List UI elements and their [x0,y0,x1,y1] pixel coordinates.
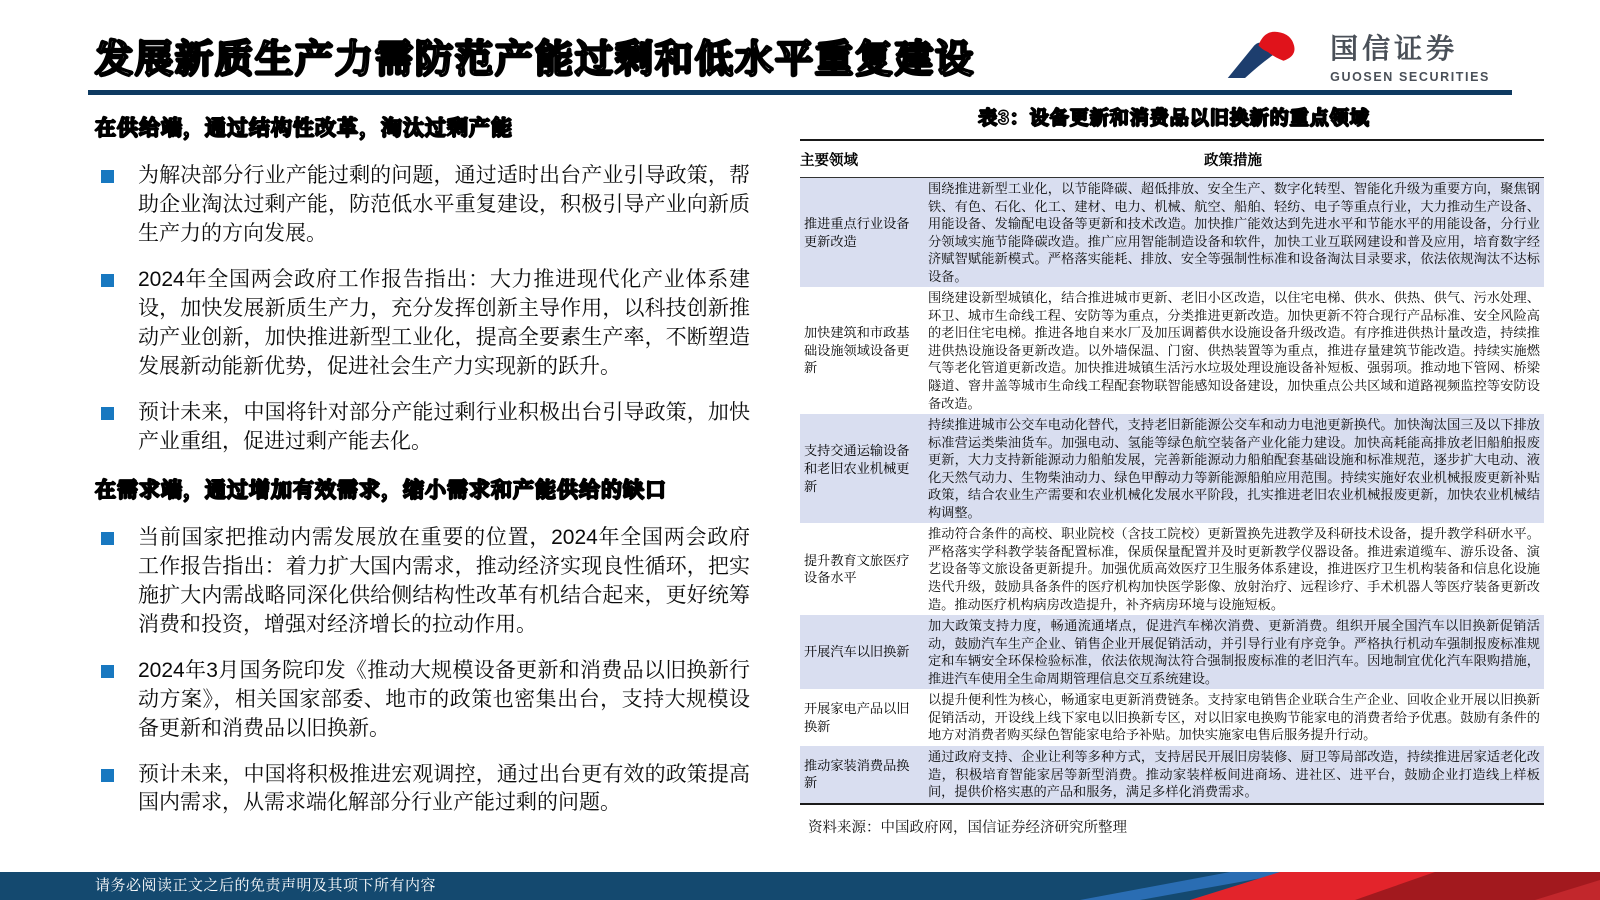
logo-name-cn: 国信证券 [1330,32,1459,64]
section-heading: 在需求端，通过增加有效需求，缩小需求和产能供给的缺口 [95,478,667,502]
footer-bar [0,872,1600,900]
bullet-text: 当前国家把推动内需发展放在重要的位置，2024年全国两会政府工作报告指出：着力扩大国内需求，推动经济实现良性循环，把实施扩大内需战略同深化供给侧结构性改革有机结合起来，更好统筹消费和投资，增强对经济增长的拉动作用。 [138,525,750,636]
table-row [800,287,1544,414]
right-column [800,103,1548,837]
section-heading: 在供给端，通过结构性改革，淘汰过剩产能 [95,117,513,140]
bullet-square-icon [101,769,114,782]
page-title: 发展新质生产力需防范产能过剩和低水平重复建设 [95,39,976,81]
guosen-logo-text [1330,27,1490,84]
table-source-note: 资料来源：中国政府网，国信证券经济研究所整理 [808,819,1127,836]
title-divider [88,90,1512,95]
guosen-logo [1222,26,1490,84]
table-row [800,414,1544,523]
table-title: 表3：设备更新和消费品以旧换新的重点领域 [978,108,1370,129]
policy-cell: 围绕建设新型城镇化，结合推进城市更新、老旧小区改造，以住宅电梯、供水、供热、供气、污水处理、环卫、城市生命线工程、安防等为重点，分类推进更新改造。加快更新不符合现行产品标准、安全风险高的老旧住宅电梯。推进各地自来水厂及加压调蓄供水设施设备升级改造。有序推进供热计量改造，持续推进供热设施设备更新改造。以外墙保温、门窗、供热装置等为重点，推进存量建筑节能改造。持续实施燃气等老化管道更新改造。加快推进城镇生活污水垃圾处理设施设备补短板、强弱项。推动地下管网、桥梁隧道、窨井盖等城市生命线工程配套物联智能感知设备建设，加快重点公共区域和道路视频监控等安防设备改造。 [928,290,1540,411]
bullet-square-icon [101,274,114,287]
guosen-logo-mark-icon [1222,26,1318,84]
logo-name-en: GUOSEN SECURITIES [1330,69,1490,84]
header-main-area: 主要领域 [800,140,922,178]
left-column [95,112,750,835]
table-row [800,178,1544,288]
bullet-text: 2024年全国两会政府工作报告指出：大力推进现代化产业体系建设，加快发展新质生产力，充分发挥创新主导作用，以科技创新推动产业创新，加快推进新型工业化，提高全要素生产率，不断塑造发展新动能新优势，促进社会生产力实现新的跃升。 [138,267,750,378]
area-cell: 支持交通运输设备和老旧农业机械更新 [804,443,910,494]
footer-ribbon-decoration [1080,872,1600,900]
bullet-square-icon [101,532,114,545]
policy-cell: 加大政策支持力度，畅通流通堵点，促进汽车梯次消费、更新消费。组织开展全国汽车以旧换新促销活动，鼓励汽车生产企业、销售企业开展促销活动，并引导行业有序竞争。严格执行机动车强制报废标准规定和车辆安全环保检验标准，依法依规淘汰符合强制报废标准的老旧汽车。因地制宜优化汽车限购措施，推进汽车使用全生命周期管理信息交互系统建设。 [928,618,1540,686]
bullet-square-icon [101,170,114,183]
policy-cell: 围绕推进新型工业化，以节能降碳、超低排放、安全生产、数字化转型、智能化升级为重要方向，聚焦钢铁、有色、石化、化工、建材、电力、机械、航空、船舶、轻纺、电子等重点行业，大力推动生产设备、用能设备、发输配电设备等更新和技术改造。加快推广能效达到先进水平和节能水平的用能设备，分行业分领域实施节能降碳改造。推广应用智能制造设备和软件，加快工业互联网建设和普及应用，培育数字经济赋智赋能新模式。严格落实能耗、排放、安全等强制性标准和设备淘汰目录要求，依法依规淘汰不达标设备。 [928,181,1540,284]
bullet-text: 预计未来，中国将积极推进宏观调控，通过出台更有效的政策提高国内需求，从需求端化解部分行业产能过剩的问题。 [138,762,750,815]
bullet-text: 预计未来，中国将针对部分产能过剩行业积极出台引导政策，加快产业重组，促进过剩产能去化。 [138,400,750,453]
table-row [800,615,1544,689]
bullet-item [95,761,750,819]
policy-cell: 以提升便利性为核心，畅通家电更新消费链条。支持家电销售企业联合生产企业、回收企业开展以旧换新促销活动，开设线上线下家电以旧换新专区，对以旧家电换购节能家电的消费者给予优惠。鼓励有条件的地方对消费者购买绿色智能家电给予补贴。加快实施家电售后服务提升行动。 [928,692,1540,743]
policy-cell: 通过政府支持、企业让利等多种方式，支持居民开展旧房装修、厨卫等局部改造，持续推进居家适老化改造，积极培育智能家居等新型消费。推动家装样板间进商场、进社区、进平台，鼓励企业打造线上样板间，提供价格实惠的产品和服务，满足多样化消费需求。 [928,748,1540,800]
table-row [800,746,1544,804]
table-row [800,689,1544,746]
bullet-item [95,162,750,249]
table-row [800,523,1544,615]
bullet-text: 为解决部分行业产能过剩的问题，通过适时出台产业引导政策，帮助企业淘汰过剩产能，防范低水平重复建设，积极引导产业向新质生产力的方向发展。 [138,164,750,245]
bullet-square-icon [101,665,114,678]
table-header-row [800,140,1544,178]
area-cell: 开展汽车以旧换新 [804,644,910,660]
footer-disclaimer: 请务必阅读正文之后的免责声明及其项下所有内容 [95,877,437,894]
policy-table [800,139,1544,805]
policy-cell: 推动符合条件的高校、职业院校（含技工院校）更新置换先进教学及科研技术设备，提升教学科研水平。严格落实学科教学装备配置标准，保质保量配置并及时更新教学仪器设备。推进索道缆车、游乐设备、演艺设备等文旅设备更新提升。加强优质高效医疗卫生服务体系建设，推进医疗卫生机构装备和信息化设施迭代升级，鼓励具备条件的医疗机构加快医学影像、放射治疗、远程诊疗、手术机器人等医疗装备更新改造。推动医疗机构病房改造提升，补齐病房环境与设施短板。 [928,526,1540,612]
area-cell: 提升教育文旅医疗设备水平 [804,552,910,586]
area-cell: 推动家装消费品换新 [804,757,910,791]
bullet-item [95,399,750,457]
area-cell: 开展家电产品以旧换新 [804,701,910,734]
policy-cell: 持续推进城市公交车电动化替代，支持老旧新能源公交车和动力电池更新换代。加快淘汰国三及以下排放标准营运类柴油货车。加强电动、氢能等绿色航空装备产业化能力建设。加快高耗能高排放老旧船舶报废更新，大力支持新能源动力船舶发展，完善新能源动力船舶配套基础设施和标准规范，逐步扩大电动、液化天然气动力、生物柴油动力、绿色甲醇动力等新能源船舶应用范围。持续实施好农业机械报废更新补贴政策，结合农业生产需要和农业机械化发展水平阶段，扎实推进老旧农业机械报废更新，加快农业机械结构调整。 [928,417,1540,520]
bullet-item [95,266,750,382]
bullet-item [95,524,750,640]
header-policy-measures: 政策措施 [922,140,1544,178]
bullet-text: 2024年3月国务院印发《推动大规模设备更新和消费品以旧换新行动方案》，相关国家部委、地市的政策也密集出台，支持大规模设备更新和消费品以旧换新。 [138,658,750,740]
area-cell: 加快建筑和市政基础设施领域设备更新 [804,325,910,376]
bullet-square-icon [101,407,114,420]
bullet-item [95,657,750,744]
area-cell: 推进重点行业设备更新改造 [804,216,910,249]
